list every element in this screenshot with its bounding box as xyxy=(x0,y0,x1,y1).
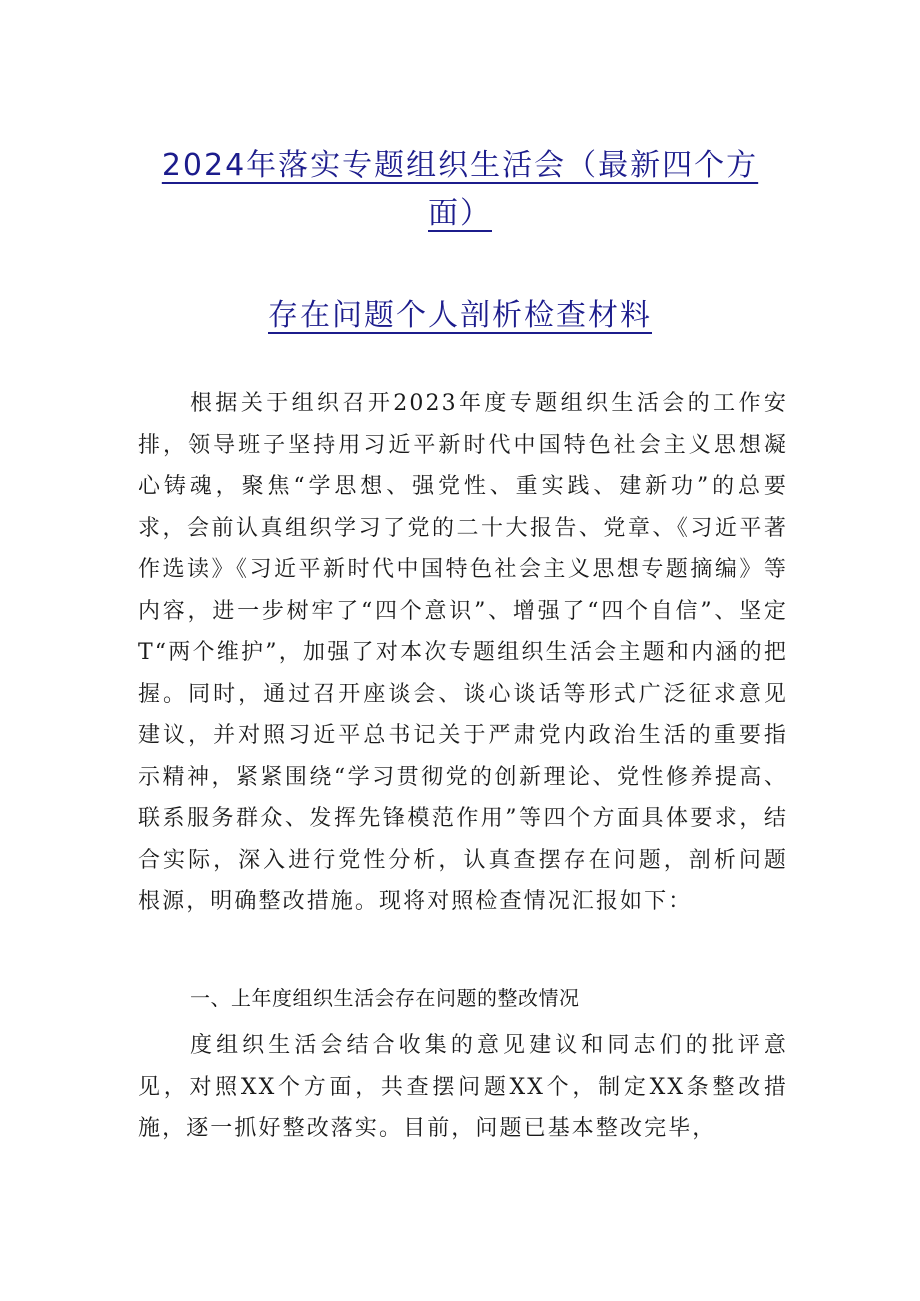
document-subtitle: 存在问题个人剖析检查材料 xyxy=(268,298,652,333)
document-title-line-1: 2024年落实专题组织生活会（最新四个方 xyxy=(161,148,759,183)
section-1-paragraph: 度组织生活会结合收集的意见建议和同志们的批评意见，对照XX个方面，共查摆问题XX个，制定XX条整改措施，逐一抓好整改落实。目前，问题已基本整改完毕， xyxy=(138,1033,788,1141)
section-1-heading: 一、上年度组织生活会存在问题的整改情况 xyxy=(190,986,580,1010)
intro-paragraph: 根据关于组织召开2023年度专题组织生活会的工作安排，领导班子坚持用习近平新时代中国特色社会主义思想凝心铸魂，聚焦“学思想、强党性、重实践、建新功”的总要求，会前认真组织学习了党的二十大报告、党章、《习近平著作选读》《习近平新时代中国特色社会主义思想专题摘编》等内容，进一步树牢了“四个意识”、增强了“四个自信”、坚定T“两个维护”，加强了对本次专题组织生活会主题和内涵的把握。同时，通过召开座谈会、谈心谈话等形式广泛征求意见建议，并对照习近平总书记关于严肃党内政治生活的重要指示精神，紧紧围绕“学习贯彻党的创新理论、党性修养提高、联系服务群众、发挥先锋模范作用”等四个方面具体要求，结合实际，深入进行党性分析，认真查摆存在问题，剖析问题根源，明确整改措施。现将对照检查情况汇报如下： xyxy=(138,391,788,914)
document-title-line-2: 面） xyxy=(428,196,492,231)
